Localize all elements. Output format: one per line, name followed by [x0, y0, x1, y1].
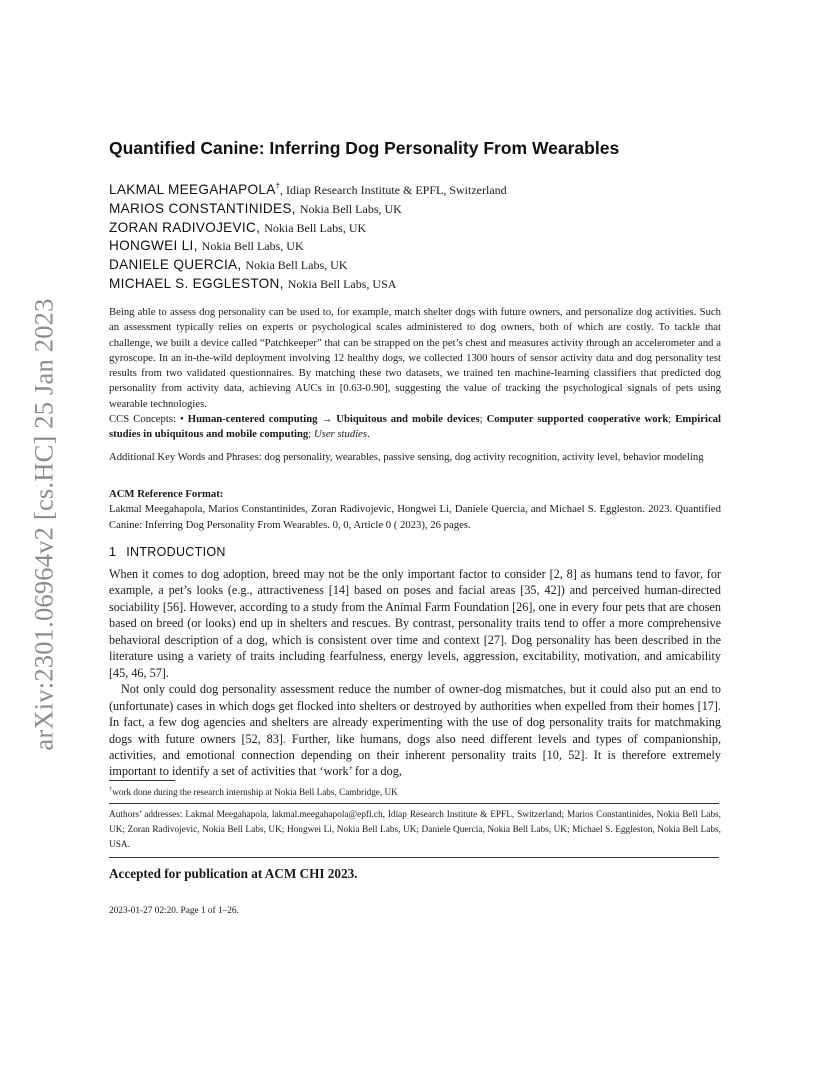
keywords: Additional Key Words and Phrases: dog personality, wearables, passive sensing, dog activity recognition, activity level, behavior modeling — [109, 451, 704, 463]
author-list — [109, 181, 749, 294]
author-affiliation: Nokia Bell Labs, UK — [299, 201, 402, 216]
arxiv-identifier — [24, 290, 64, 758]
paragraph: Not only could dog personality assessment reduce the number of owner-dog mismatches, but it could also put an end to (unfortunate) cases in which dogs get flocked into shelters or destroyed by authorities when expelled from their homes [17]. In fact, a few dog agencies and shelters are already experimenting with the use of dog personality traits for matchmaking dogs with future owners [52, 83]. Further, like humans, dogs also need different levels and types of companionship, activities, and emotional connection depending on their inherent personality traits [10, 52]. It is therefore extremely important to identify a set of activities that ‘work’ for a dog, — [109, 682, 721, 779]
acceptance-note: Accepted for publication at ACM CHI 2023. — [109, 866, 358, 881]
ccs-label: CCS Concepts: • — [109, 413, 184, 425]
author-name: HONGWEI LI, — [109, 238, 198, 254]
author-entry — [109, 256, 749, 275]
section-heading — [109, 545, 226, 559]
author-name: ZORAN RADIVOJEVIC, — [109, 219, 261, 235]
ccs-separator: ; — [668, 413, 676, 425]
ccs-concept: User studies — [313, 428, 368, 441]
ccs-separator: ; — [308, 428, 314, 441]
paper-title: Quantified Canine: Inferring Dog Personality From Wearables — [109, 138, 620, 158]
divider — [109, 857, 719, 858]
abstract: Being able to assess dog personality can be used to, for example, match shelter dogs with future owners, and personalize dog activities. Such an assessment typically relies on experts or psychological scales administered to dog owners, both of which are costly. To tackle that challenge, we built a device called “Patchkeeper” that can be strapped on the pet’s chest and measures activity through an accelerometer and a gyroscope. In an in-the-wild deployment involving 12 healthy dogs, we collected 1300 hours of sensor activity data and dog personality test results from two validated questionnaires. By matching these two datasets, we trained ten machine-learning classifiers that predicted dog personality from activity data, achieving AUCs in [0.63-0.90], suggesting the value of tracking the psychological signals of pets using wearable technologies. — [109, 306, 721, 410]
author-affiliation: Nokia Bell Labs, UK — [201, 239, 304, 254]
acm-reference — [109, 487, 721, 533]
footnote-text: work done during the research internship at Nokia Bell Labs, Cambridge, UK — [112, 787, 398, 798]
ccs-arrow: → — [317, 413, 337, 425]
page-footer: 2023-01-27 02:20. Page 1 of 1–26. — [109, 906, 239, 916]
author-entry — [109, 181, 749, 200]
ccs-end: . — [367, 428, 370, 441]
author-name: LAKMAL MEEGAHAPOLA† — [109, 181, 281, 197]
footnote-rule — [109, 780, 175, 781]
author-affiliation: Nokia Bell Labs, UK — [245, 258, 348, 273]
paragraph: When it comes to dog adoption, breed may not be the only important factor to consider [2, 8] as humans tend to favor, for example, a pet’s looks (e.g., attractiveness [14] based on poses and facial areas [35, 42]) and perceived human-directed sociability [56]. However, according to a study from the Animal Farm Foundation [26], one in every four pets that are chosen based on breed (or looks) end up in shelters and rescues. By contrast, personality traits tend to offer a more comprehensive behavioral description of a dog, which is consistent over time and context [27]. Dog personality has been described in the literature using a variety of traits including fearfulness, energy levels, aggression, excitability, motivation, and amicability [45, 46, 57]. — [109, 567, 721, 680]
author-name: MARIOS CONSTANTINIDES, — [109, 200, 296, 216]
footnote-mark: † — [275, 181, 281, 191]
author-entry — [109, 275, 749, 294]
introduction-body — [109, 566, 721, 780]
acm-reference-heading: ACM Reference Format: — [109, 488, 224, 500]
author-affiliation: Nokia Bell Labs, USA — [287, 276, 397, 291]
author-affiliation: , Idiap Research Institute & EPFL, Switzerland — [280, 183, 507, 197]
ccs-concept: Ubiquitous and mobile devices — [336, 413, 480, 425]
footnote — [109, 786, 398, 797]
ccs-concept: Empirical studies in ubiquitous and mobile computing — [109, 413, 721, 441]
author-affiliation: Nokia Bell Labs, UK — [264, 220, 367, 235]
ccs-concept: Computer supported cooperative work — [486, 413, 669, 425]
ccs-separator: ; — [479, 413, 487, 425]
author-entry — [109, 200, 749, 219]
author-addresses: Authors’ addresses: Lakmal Meegahapola, lakmal.meegahapola@epfl.ch, Idiap Research Institute & EPFL, Switzerland; Marios Constantinides, Nokia Bell Labs, UK; Zoran Radivojevic, Nokia Bell Labs, UK; Hongwei Li, Nokia Bell Labs, UK; Daniele Quercia, Nokia Bell Labs, UK; Michael S. Eggleston, Nokia Bell Labs, USA. — [109, 810, 721, 850]
divider — [109, 803, 719, 804]
author-entry — [109, 219, 749, 238]
ccs-concept: Human-centered computing — [187, 413, 318, 425]
acm-reference-text: Lakmal Meegahapola, Marios Constantinides, Zoran Radivojevic, Hongwei Li, Daniele Quercia, and Michael S. Eggleston. 2023. Quantified Canine: Inferring Dog Personality From Wearables. 0, 0, Article 0 ( 2023), 26 pages. — [109, 503, 721, 531]
section-title: INTRODUCTION — [126, 545, 226, 559]
section-number: 1 — [109, 545, 117, 559]
footnote-mark: † — [109, 786, 113, 793]
author-name: MICHAEL S. EGGLESTON, — [109, 275, 284, 291]
author-entry — [109, 237, 749, 256]
ccs-concepts — [109, 412, 721, 443]
author-name: DANIELE QUERCIA, — [109, 257, 242, 273]
arxiv-identifier-text: arXiv:2301.06964v2 [cs.HC] 25 Jan 2023 — [28, 297, 59, 751]
